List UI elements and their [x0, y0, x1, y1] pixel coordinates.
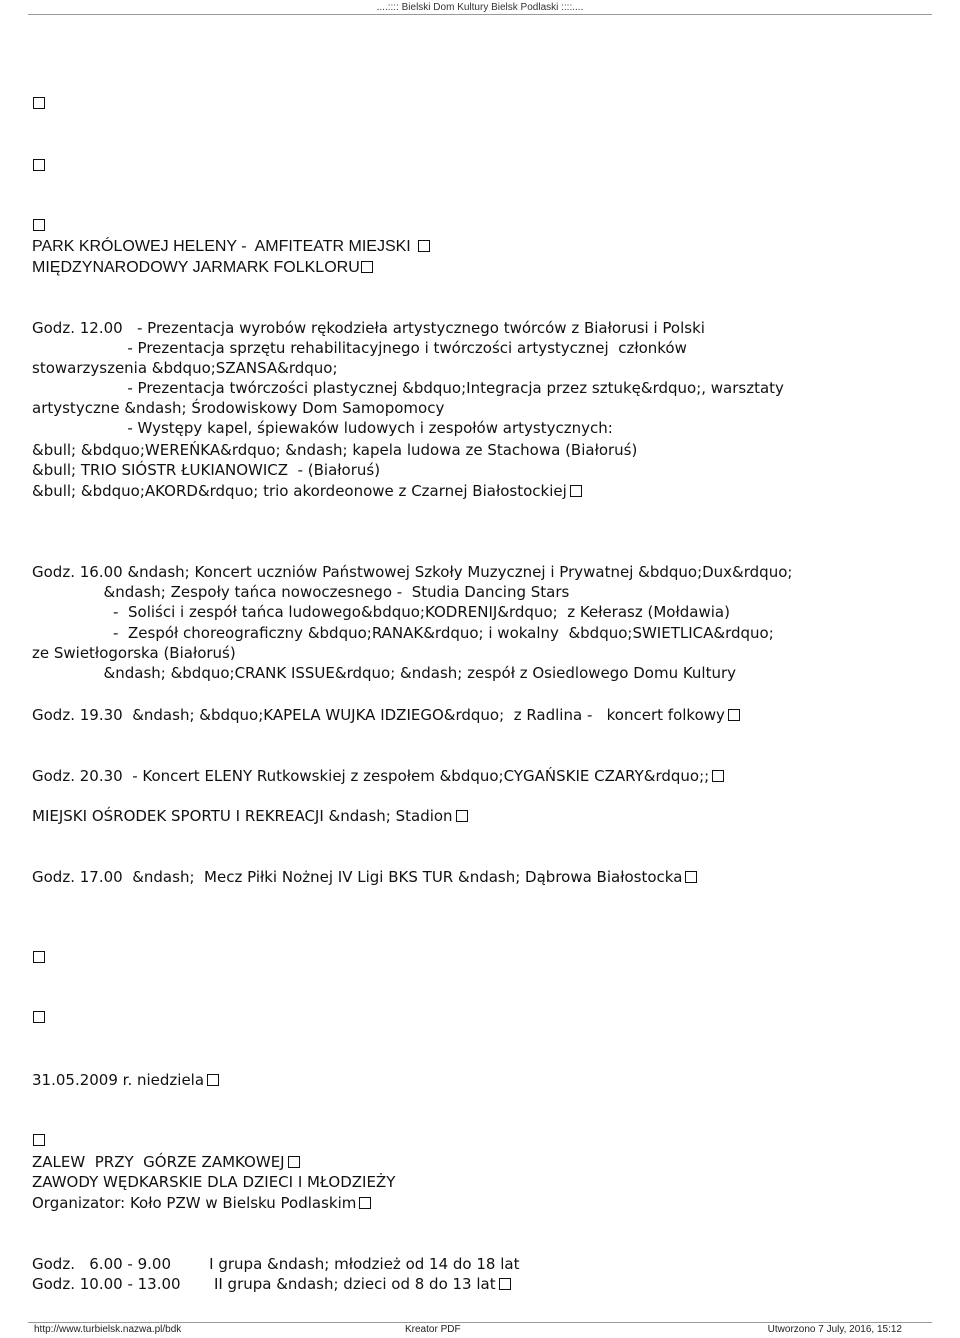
placeholder-glyph-3	[32, 216, 45, 236]
placeholder-glyph-5	[32, 1008, 45, 1028]
program-line: - Prezentacja sprzętu rehabilitacyjnego i twórczości artystycznej członków	[32, 339, 687, 357]
missing-glyph-icon	[33, 219, 45, 231]
festival-title-text: MIĘDZYNARODOWY JARMARK FOLKLORU	[32, 259, 360, 276]
program-line: &ndash; Zespoły tańca nowoczesnego - Studia Dancing Stars	[32, 583, 570, 601]
missing-glyph-icon	[33, 97, 45, 109]
footer-url-link[interactable]: http://www.turbielsk.nazwa.pl/bdk	[34, 1324, 182, 1335]
placeholder-glyph-2	[32, 156, 45, 176]
missing-glyph-icon	[728, 709, 740, 721]
program-line-text: Godz. 17.00 &ndash; Mecz Piłki Nożnej IV Ligi BKS TUR &ndash; Dąbrowa Białostocka	[32, 868, 683, 886]
event-title: ZAWODY WĘDKARSKIE DLA DZIECI I MŁODZIEŻY	[32, 1173, 396, 1191]
missing-glyph-icon	[359, 1197, 371, 1209]
missing-glyph-icon	[712, 770, 724, 782]
missing-glyph-icon	[499, 1278, 511, 1290]
footer-creator: Kreator PDF	[405, 1324, 461, 1335]
placeholder-glyph-4	[32, 948, 45, 968]
organizer-line	[32, 1193, 371, 1213]
missing-glyph-icon	[570, 485, 582, 497]
program-line: Godz. 12.00 - Prezentacja wyrobów rękodzieła artystycznego twórców z Białorusi i Polski	[32, 319, 705, 337]
missing-glyph-icon	[33, 1011, 45, 1023]
program-line: - Prezentacja twórczości plastycznej &bdquo;Integracja przez sztukę&rdquo;, warsztaty	[32, 379, 784, 397]
placeholder-glyph-6	[32, 1131, 45, 1151]
program-line: &bull; TRIO SIÓSTR ŁUKIANOWICZ - (Białoruś)	[32, 461, 381, 479]
date-heading-text: 31.05.2009 r. niedziela	[32, 1071, 205, 1089]
missing-glyph-icon	[33, 159, 45, 171]
program-line	[32, 705, 740, 725]
program-line-text: Godz. 19.30 &ndash; &bdquo;KAPELA WUJKA IDZIEGO&rdquo; z Radlina - koncert folkowy	[32, 706, 725, 724]
program-line: - Zespół choreograficzny &bdquo;RANAK&rdquo; i wokalny &bdquo;SWIETLICA&rdquo;	[32, 624, 774, 642]
festival-title	[32, 258, 373, 278]
program-line: &ndash; &bdquo;CRANK ISSUE&rdquo; &ndash; zespół z Osiedlowego Domu Kultury	[32, 664, 737, 682]
program-line-text: Godz. 20.30 - Koncert ELENY Rutkowskiej z zespołem &bdquo;CYGAŃSKIE CZARY&rdquo;;	[32, 767, 710, 785]
date-heading	[32, 1070, 219, 1090]
header-divider	[28, 14, 932, 15]
program-line: - Występy kapel, śpiewaków ludowych i zespołów artystycznych:	[32, 419, 613, 437]
program-line: &bull; &bdquo;WEREŃKA&rdquo; &ndash; kapela ludowa ze Stachowa (Białoruś)	[32, 441, 638, 459]
park-title-text: PARK KRÓLOWEJ HELENY - AMFITEATR MIEJSKI	[32, 238, 411, 255]
missing-glyph-icon	[685, 871, 697, 883]
group-line	[32, 1274, 511, 1294]
page-header: ....:::: Bielski Dom Kultury Bielsk Podlaski ::::....	[376, 2, 584, 13]
missing-glyph-icon	[418, 240, 430, 252]
venue-title-text: MIEJSKI OŚRODEK SPORTU I REKREACJI &ndash; Stadion	[32, 807, 453, 825]
program-line	[32, 766, 724, 786]
missing-glyph-icon	[288, 1156, 300, 1168]
park-title	[32, 237, 430, 257]
program-line: ze Swietłogorska (Białoruś)	[32, 644, 236, 662]
group-line: Godz. 6.00 - 9.00 I grupa &ndash; młodzież od 14 do 18 lat	[32, 1255, 520, 1273]
footer-divider	[28, 1322, 932, 1323]
program-line	[32, 867, 697, 887]
placeholder-glyph-1	[32, 94, 45, 114]
venue-title	[32, 806, 468, 826]
missing-glyph-icon	[361, 261, 373, 273]
missing-glyph-icon	[456, 810, 468, 822]
group-line-text: Godz. 10.00 - 13.00 II grupa &ndash; dzieci od 8 do 13 lat	[32, 1275, 496, 1293]
program-line: - Soliści i zespół tańca ludowego&bdquo;KODRENIJ&rdquo; z Kełerasz (Mołdawia)	[32, 603, 730, 621]
program-line-text: &bull; &bdquo;AKORD&rdquo; trio akordeonowe z Czarnej Białostockiej	[32, 482, 567, 500]
venue-title	[32, 1152, 300, 1172]
missing-glyph-icon	[207, 1074, 219, 1086]
venue-title-text: ZALEW PRZY GÓRZE ZAMKOWEJ	[32, 1153, 285, 1171]
footer-created: Utworzono 7 July, 2016, 15:12	[767, 1324, 902, 1335]
program-line: artystyczne &ndash; Środowiskowy Dom Samopomocy	[32, 399, 445, 417]
program-line: Godz. 16.00 &ndash; Koncert uczniów Państwowej Szkoły Muzycznej i Prywatnej &bdquo;Dux&rdquo;	[32, 563, 793, 581]
organizer-line-text: Organizator: Koło PZW w Bielsku Podlaskim	[32, 1194, 357, 1212]
program-line: stowarzyszenia &bdquo;SZANSA&rdquo;	[32, 359, 338, 377]
program-line	[32, 481, 582, 501]
missing-glyph-icon	[33, 1134, 45, 1146]
missing-glyph-icon	[33, 951, 45, 963]
